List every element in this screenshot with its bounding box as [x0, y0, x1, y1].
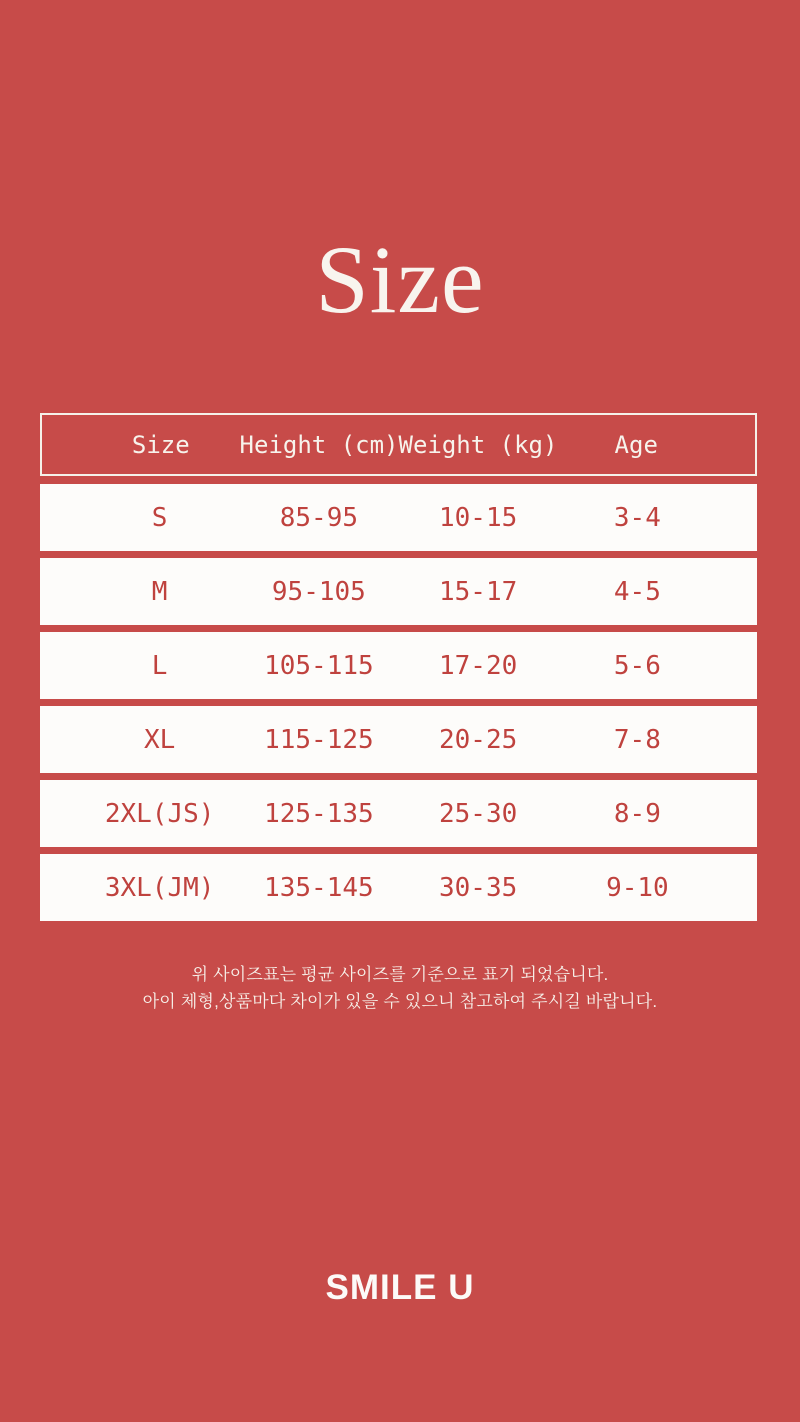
header-cell-size: Size	[131, 430, 190, 459]
cell-size: 3XL(JM)	[104, 872, 215, 903]
cell-age: 9-10	[606, 872, 669, 903]
size-table	[40, 413, 757, 928]
note-line-1: 위 사이즈표는 평균 사이즈를 기준으로 표기 되었습니다.	[191, 965, 609, 984]
header-cell-height: Height (cm)	[239, 430, 399, 459]
header-cell-weight: Weight (kg)	[398, 430, 558, 459]
table-row-xl	[40, 706, 757, 773]
page-title: Size	[315, 226, 485, 333]
table-row-2xl	[40, 780, 757, 847]
size-note	[0, 961, 800, 1015]
note-line-2: 아이 체형,상품마다 차이가 있을 수 있으니 참고하여 주시길 바랍니다.	[142, 992, 658, 1011]
table-row-s	[40, 484, 757, 551]
cell-weight: 15-17	[438, 576, 518, 607]
cell-size: 2XL(JS)	[104, 798, 215, 829]
cell-height: 105-115	[264, 650, 374, 681]
cell-age: 8-9	[613, 798, 661, 829]
cell-weight: 25-30	[438, 798, 518, 829]
cell-size: L	[151, 650, 168, 681]
cell-height: 125-135	[264, 798, 374, 829]
cell-age: 4-5	[613, 576, 661, 607]
cell-weight: 20-25	[438, 724, 518, 755]
table-row-m	[40, 558, 757, 625]
cell-height: 115-125	[264, 724, 374, 755]
table-row-3xl	[40, 854, 757, 921]
cell-weight: 17-20	[438, 650, 518, 681]
cell-age: 7-8	[613, 724, 661, 755]
table-header-row	[40, 413, 757, 476]
cell-weight: 10-15	[438, 502, 518, 533]
header-cell-age: Age	[614, 430, 658, 459]
cell-weight: 30-35	[438, 872, 518, 903]
cell-height: 95-105	[271, 576, 366, 607]
brand-logo: SMILE U	[325, 1268, 475, 1307]
cell-age: 3-4	[613, 502, 661, 533]
cell-height: 85-95	[279, 502, 359, 533]
cell-age: 5-6	[613, 650, 661, 681]
table-row-l	[40, 632, 757, 699]
cell-size: XL	[143, 724, 176, 755]
cell-size: S	[151, 502, 168, 533]
cell-size: M	[151, 576, 168, 607]
cell-height: 135-145	[264, 872, 374, 903]
